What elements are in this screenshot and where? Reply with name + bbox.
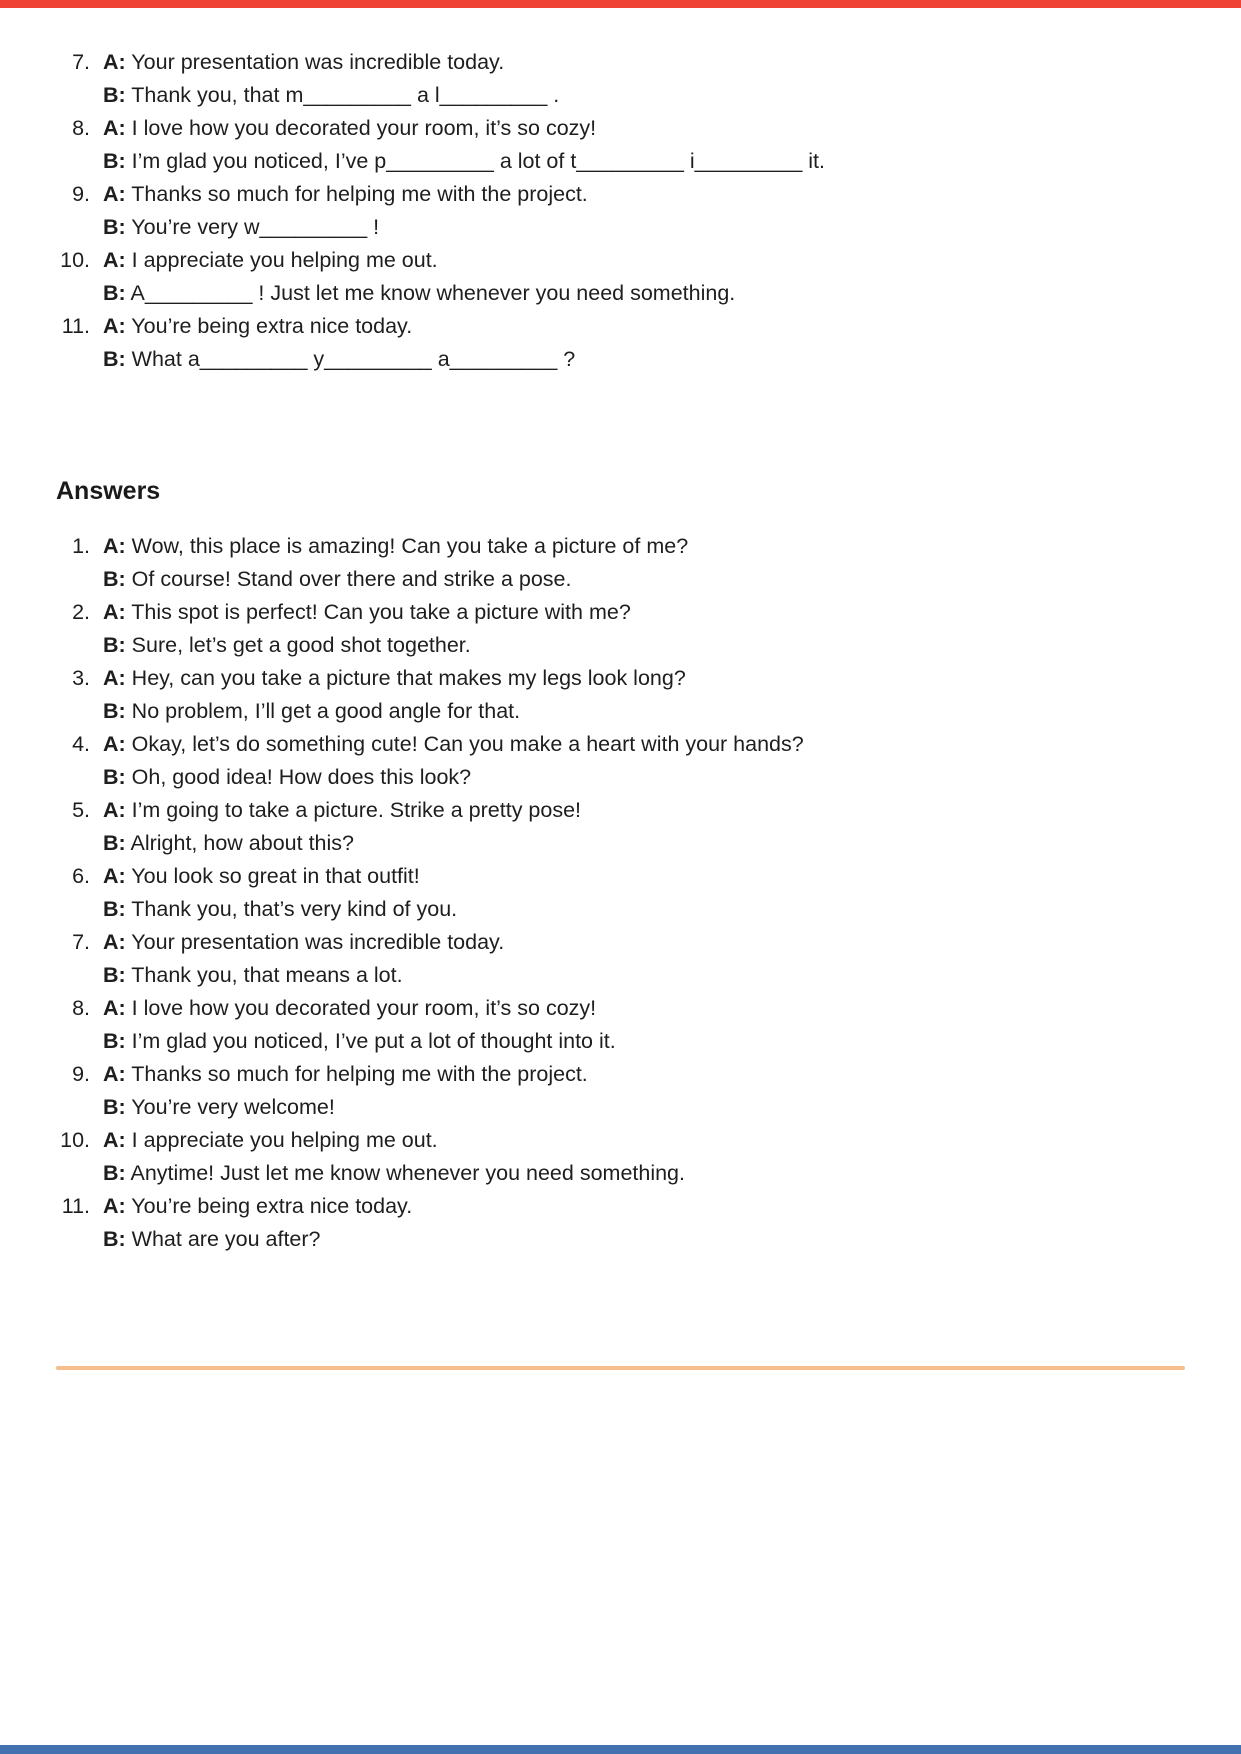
- speaker-b-label: B:: [103, 699, 126, 723]
- dialogue-line-b: [103, 145, 1185, 178]
- speaker-a-label: A:: [103, 864, 126, 888]
- speaker-a-label: A:: [103, 666, 126, 690]
- dialogue-b-text: What are you after?: [131, 1227, 321, 1251]
- dialogue-item: [56, 112, 1185, 178]
- dialogue-line-a: [103, 860, 1185, 893]
- speaker-a-label: A:: [103, 248, 126, 272]
- dialogue-a-text: Your presentation was incredible today.: [131, 50, 505, 74]
- dialogue-a-text: I appreciate you helping me out.: [131, 248, 438, 272]
- speaker-b-label: B:: [103, 567, 126, 591]
- dialogue-a-text: Okay, let’s do something cute! Can you make a heart with your hands?: [131, 732, 804, 756]
- dialogue-a-text: Thanks so much for helping me with the project.: [131, 182, 588, 206]
- dialogue-b-text: Thank you, that means a lot.: [131, 963, 403, 987]
- speaker-a-label: A:: [103, 798, 126, 822]
- dialogue-a-text: Thanks so much for helping me with the project.: [131, 1062, 588, 1086]
- section-divider-line: [56, 1366, 1185, 1370]
- dialogue-line-b: [103, 695, 1185, 728]
- speaker-b-label: B:: [103, 633, 126, 657]
- dialogue-b-text: Alright, how about this?: [130, 831, 354, 855]
- dialogue-item: [56, 178, 1185, 244]
- item-number: 10.: [60, 248, 90, 272]
- dialogue-b-text: Oh, good idea! How does this look?: [131, 765, 472, 789]
- dialogue-line-a: [103, 46, 1185, 79]
- dialogue-line-a: [103, 112, 1185, 145]
- dialogue-b-text: Sure, let’s get a good shot together.: [131, 633, 471, 657]
- dialogue-item: [56, 244, 1185, 310]
- dialogue-b-text: Of course! Stand over there and strike a pose.: [131, 567, 572, 591]
- dialogue-line-a: [103, 1058, 1185, 1091]
- dialogue-item: [56, 728, 1185, 794]
- dialogue-line-a: [103, 926, 1185, 959]
- item-number: 7.: [72, 50, 90, 74]
- dialogue-line-a: [103, 1124, 1185, 1157]
- item-number: 5.: [72, 798, 90, 822]
- dialogue-a-text: Wow, this place is amazing! Can you take a picture of me?: [131, 534, 689, 558]
- dialogue-line-b: [103, 1025, 1185, 1058]
- dialogue-line-a: [103, 1190, 1185, 1223]
- page-content: [56, 0, 1185, 1256]
- speaker-b-label: B:: [103, 1095, 126, 1119]
- dialogue-a-text: I’m going to take a picture. Strike a pretty pose!: [131, 798, 582, 822]
- dialogue-line-b: [103, 827, 1185, 860]
- speaker-b-label: B:: [103, 1161, 126, 1185]
- speaker-b-label: B:: [103, 281, 126, 305]
- dialogue-item: [56, 310, 1185, 376]
- dialogue-item: [56, 1190, 1185, 1256]
- item-number: 8.: [72, 116, 90, 140]
- dialogue-a-text: I love how you decorated your room, it’s so cozy!: [131, 116, 597, 140]
- dialogue-a-text: I appreciate you helping me out.: [131, 1128, 438, 1152]
- dialogue-item: [56, 1058, 1185, 1124]
- dialogue-b-text: No problem, I’ll get a good angle for that.: [131, 699, 521, 723]
- speaker-a-label: A:: [103, 996, 126, 1020]
- dialogue-item: [56, 662, 1185, 728]
- dialogue-line-b: [103, 959, 1185, 992]
- speaker-b-label: B:: [103, 215, 126, 239]
- item-number: 3.: [72, 666, 90, 690]
- speaker-b-label: B:: [103, 897, 126, 921]
- speaker-a-label: A:: [103, 1128, 126, 1152]
- dialogue-a-text: This spot is perfect! Can you take a picture with me?: [131, 600, 631, 624]
- speaker-a-label: A:: [103, 534, 126, 558]
- speaker-b-label: B:: [103, 83, 126, 107]
- dialogue-line-a: [103, 244, 1185, 277]
- dialogue-b-text: You’re very w_________ !: [131, 215, 380, 239]
- dialogue-item: [56, 860, 1185, 926]
- answers-list: [56, 530, 1185, 1256]
- dialogue-line-b: [103, 563, 1185, 596]
- item-number: 1.: [72, 534, 90, 558]
- dialogue-b-text: A_________ ! Just let me know whenever you need something.: [130, 281, 736, 305]
- dialogue-line-b: [103, 277, 1185, 310]
- dialogue-line-a: [103, 596, 1185, 629]
- dialogue-line-b: [103, 629, 1185, 662]
- item-number: 6.: [72, 864, 90, 888]
- dialogue-line-b: [103, 1223, 1185, 1256]
- dialogue-b-text: Thank you, that’s very kind of you.: [131, 897, 458, 921]
- speaker-a-label: A:: [103, 1194, 126, 1218]
- dialogue-line-b: [103, 893, 1185, 926]
- dialogue-a-text: You look so great in that outfit!: [131, 864, 420, 888]
- item-number: 7.: [72, 930, 90, 954]
- dialogue-line-a: [103, 992, 1185, 1025]
- speaker-b-label: B:: [103, 831, 126, 855]
- speaker-b-label: B:: [103, 347, 126, 371]
- dialogue-b-text: I’m glad you noticed, I’ve p_________ a lot of t_________ i_________ it.: [131, 149, 825, 173]
- speaker-b-label: B:: [103, 1227, 126, 1251]
- speaker-a-label: A:: [103, 732, 126, 756]
- dialogue-b-text: What a_________ y_________ a_________ ?: [131, 347, 576, 371]
- speaker-b-label: B:: [103, 963, 126, 987]
- dialogue-item: [56, 794, 1185, 860]
- item-number: 8.: [72, 996, 90, 1020]
- speaker-a-label: A:: [103, 182, 126, 206]
- dialogue-item: [56, 530, 1185, 596]
- dialogue-line-b: [103, 79, 1185, 112]
- item-number: 11.: [61, 1194, 90, 1218]
- dialogue-line-a: [103, 728, 1185, 761]
- speaker-b-label: B:: [103, 765, 126, 789]
- dialogue-item: [56, 926, 1185, 992]
- dialogue-item: [56, 46, 1185, 112]
- speaker-a-label: A:: [103, 930, 126, 954]
- speaker-a-label: A:: [103, 314, 126, 338]
- item-number: 4.: [72, 732, 90, 756]
- dialogue-line-a: [103, 662, 1185, 695]
- dialogue-a-text: I love how you decorated your room, it’s so cozy!: [131, 996, 597, 1020]
- dialogue-b-text: I’m glad you noticed, I’ve put a lot of thought into it.: [131, 1029, 616, 1053]
- dialogue-line-b: [103, 211, 1185, 244]
- item-number: 9.: [72, 1062, 90, 1086]
- dialogue-b-text: You’re very welcome!: [131, 1095, 335, 1119]
- answers-heading: Answers: [56, 477, 161, 505]
- bottom-accent-bar: [0, 1745, 1241, 1754]
- dialogue-line-a: [103, 530, 1185, 563]
- dialogue-line-b: [103, 343, 1185, 376]
- item-number: 9.: [72, 182, 90, 206]
- dialogue-line-b: [103, 1157, 1185, 1190]
- speaker-b-label: B:: [103, 149, 126, 173]
- speaker-a-label: A:: [103, 600, 126, 624]
- dialogue-item: [56, 1124, 1185, 1190]
- dialogue-line-a: [103, 794, 1185, 827]
- dialogue-b-text: Anytime! Just let me know whenever you need something.: [130, 1161, 685, 1185]
- dialogue-a-text: Hey, can you take a picture that makes my legs look long?: [131, 666, 686, 690]
- speaker-a-label: A:: [103, 50, 126, 74]
- dialogue-item: [56, 992, 1185, 1058]
- dialogue-line-b: [103, 761, 1185, 794]
- speaker-b-label: B:: [103, 1029, 126, 1053]
- item-number: 11.: [61, 314, 90, 338]
- item-number: 2.: [72, 600, 90, 624]
- speaker-a-label: A:: [103, 116, 126, 140]
- exercise-list: [56, 46, 1185, 376]
- dialogue-line-a: [103, 178, 1185, 211]
- dialogue-line-a: [103, 310, 1185, 343]
- dialogue-a-text: You’re being extra nice today.: [131, 1194, 413, 1218]
- dialogue-item: [56, 596, 1185, 662]
- dialogue-line-b: [103, 1091, 1185, 1124]
- speaker-a-label: A:: [103, 1062, 126, 1086]
- dialogue-a-text: You’re being extra nice today.: [131, 314, 413, 338]
- item-number: 10.: [60, 1128, 90, 1152]
- dialogue-b-text: Thank you, that m_________ a l_________ .: [131, 83, 560, 107]
- dialogue-a-text: Your presentation was incredible today.: [131, 930, 505, 954]
